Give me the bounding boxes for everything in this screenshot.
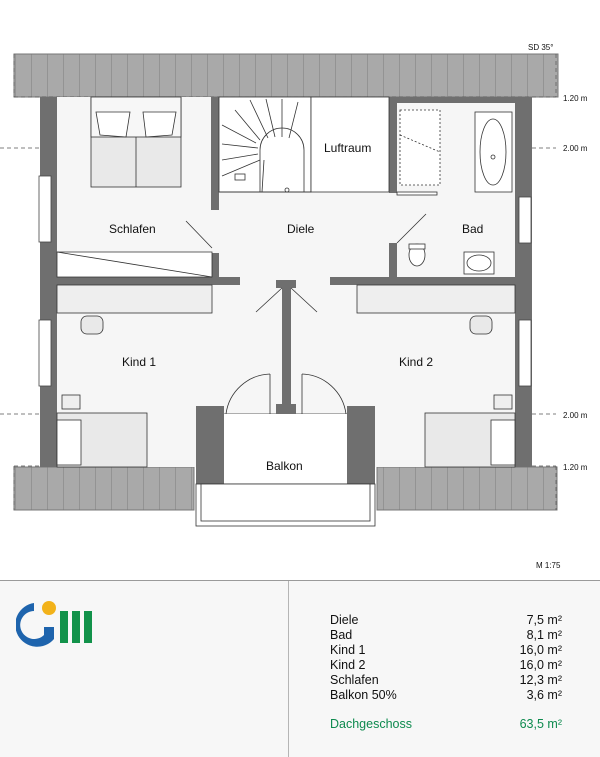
area-room-name: Schlafen (330, 673, 379, 687)
room-label-schlafen: Schlafen (109, 222, 156, 236)
area-room-name: Balkon 50% (330, 688, 397, 702)
area-room-value: 3,6 m² (526, 688, 562, 702)
roof-top (14, 54, 558, 97)
staircase (219, 97, 311, 192)
company-logo (16, 599, 96, 649)
height-label-200-top: 2.00 m (563, 144, 588, 153)
room-label-kind1: Kind 1 (122, 355, 157, 369)
room-label-bad: Bad (462, 222, 484, 236)
area-room-name: Kind 2 (330, 658, 366, 672)
area-room-value: 7,5 m² (526, 613, 562, 627)
height-label-120-top: 1.20 m (563, 94, 588, 103)
room-label-luftraum: Luftraum (324, 141, 372, 155)
area-row (330, 688, 562, 703)
area-room-value: 12,3 m² (519, 673, 562, 687)
area-total-value: 63,5 m² (519, 717, 562, 731)
area-room-value: 8,1 m² (526, 628, 562, 642)
area-row (330, 673, 562, 688)
area-table (330, 613, 562, 732)
area-row (330, 643, 562, 658)
scale-label: M 1:75 (536, 561, 561, 570)
double-bed (91, 97, 181, 187)
room-label-kind2: Kind 2 (399, 355, 434, 369)
area-room-name: Diele (330, 613, 359, 627)
area-row (330, 613, 562, 628)
height-label-200-bottom: 2.00 m (563, 411, 588, 420)
area-total-row (330, 717, 562, 732)
height-label-120-bottom: 1.20 m (563, 463, 588, 472)
area-room-name: Bad (330, 628, 353, 642)
area-room-name: Kind 1 (330, 643, 366, 657)
area-row (330, 628, 562, 643)
room-label-diele: Diele (287, 222, 315, 236)
room-label-balkon: Balkon (266, 459, 303, 473)
area-total-label: Dachgeschoss (330, 717, 412, 731)
footer-divider (288, 581, 289, 757)
area-room-value: 16,0 m² (519, 643, 562, 657)
roof-slope-label: SD 35° (528, 43, 554, 52)
wardrobe-schlafen (57, 252, 212, 277)
area-room-value: 16,0 m² (519, 658, 562, 672)
info-footer (0, 580, 600, 757)
area-row (330, 658, 562, 673)
